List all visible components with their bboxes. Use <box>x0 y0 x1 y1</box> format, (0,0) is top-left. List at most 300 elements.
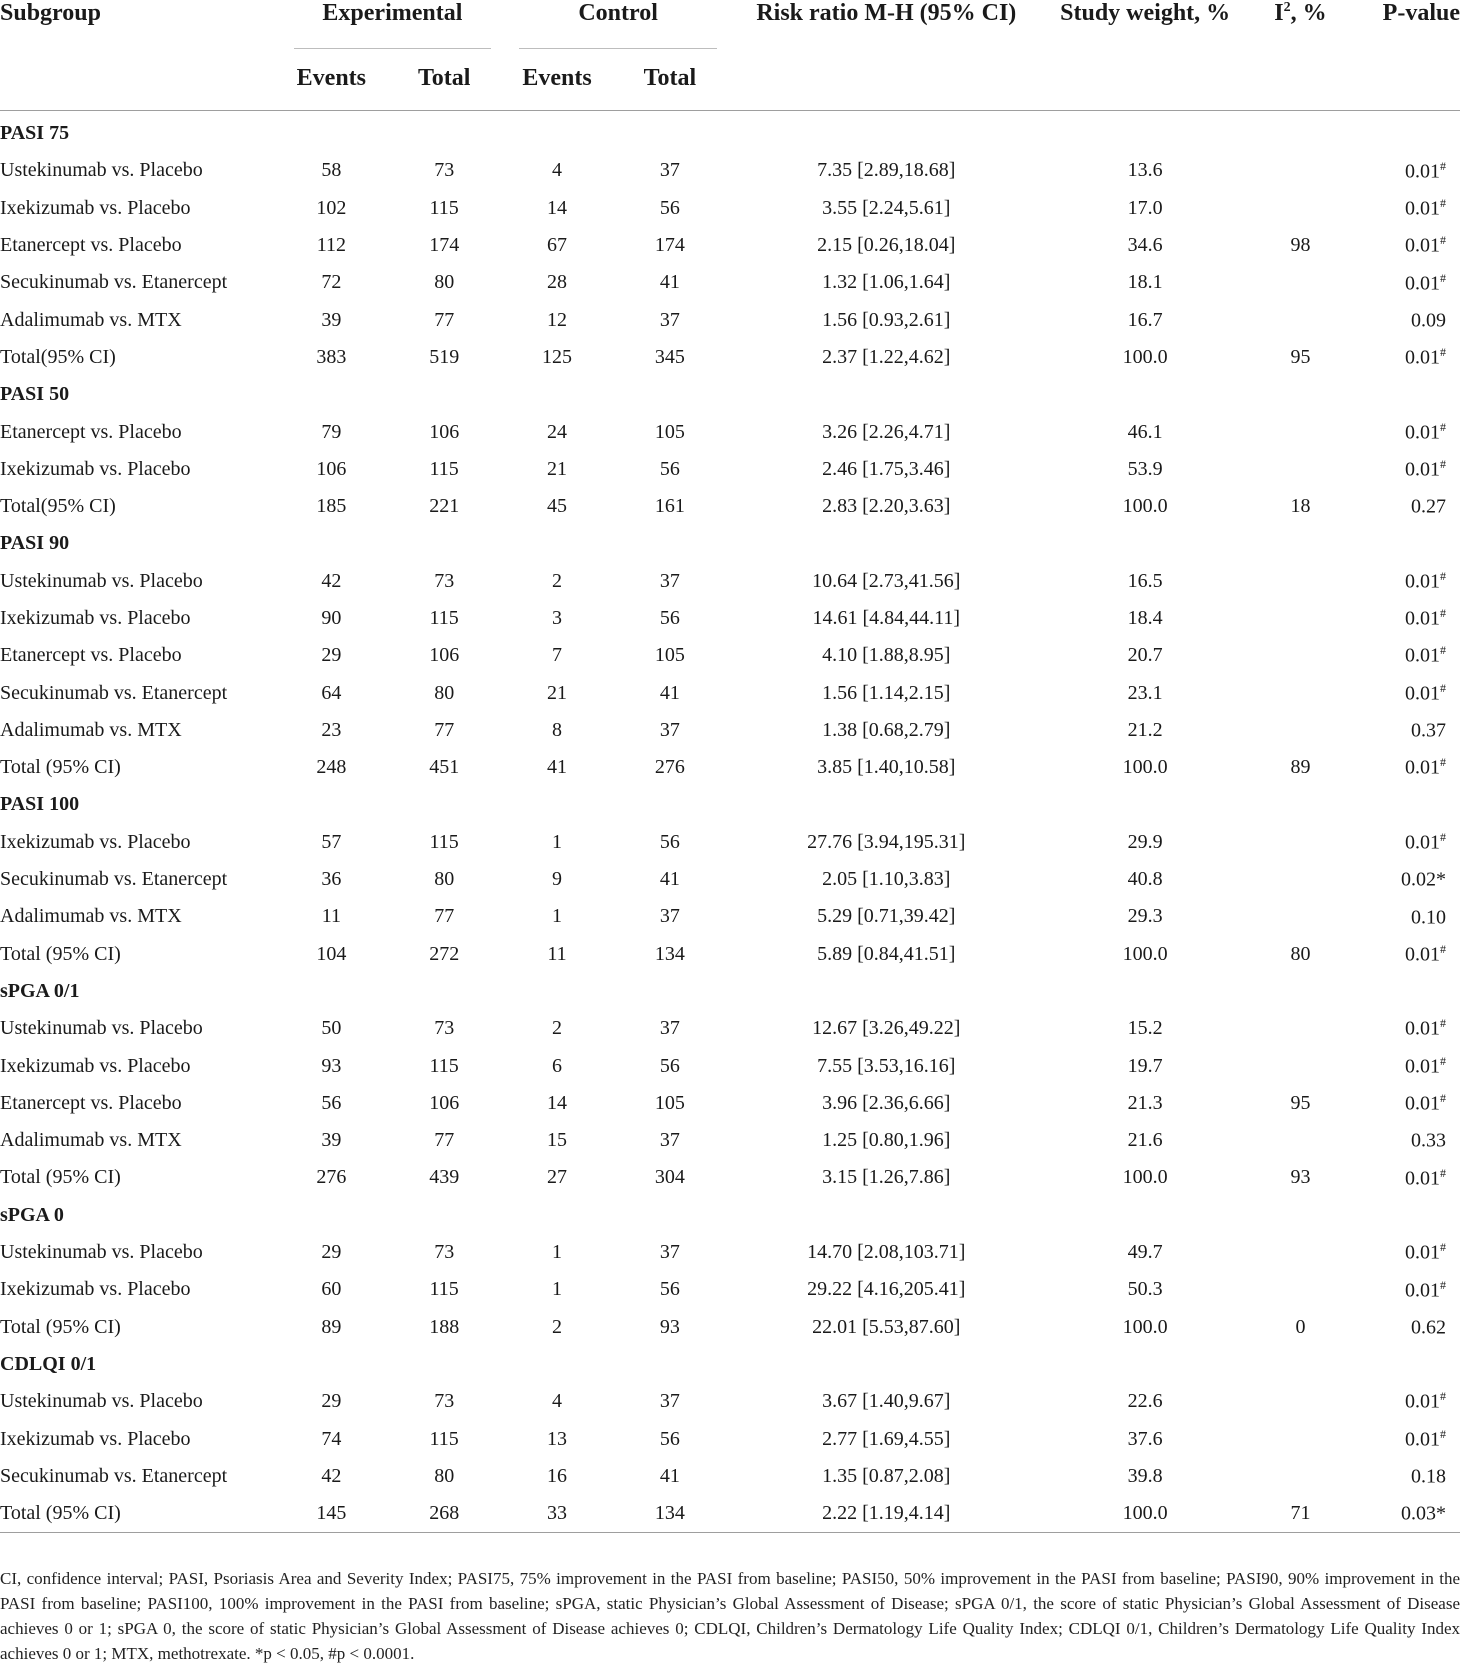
i2-cell <box>1249 1383 1353 1420</box>
exp-total-cell: 115 <box>429 1427 459 1450</box>
comparison-cell: Ixekizumab vs. Placebo <box>0 1427 191 1450</box>
significance-marker: # <box>1440 643 1446 658</box>
exp-total-cell: 106 <box>429 1091 460 1114</box>
exp-total-cell: 115 <box>429 607 459 629</box>
i2-cell: 71 <box>1290 1502 1311 1525</box>
i2-cell: 89 <box>1290 756 1311 779</box>
header-subgroup: Subgroup <box>0 0 101 26</box>
risk-ratio-cell: 2.05 [1.10,3.83] <box>822 868 951 891</box>
ctl-events-cell: 1 <box>552 1278 563 1301</box>
header-ctl-events: Events <box>522 64 592 91</box>
comparison-cell: Etanercept vs. Placebo <box>0 644 182 667</box>
table-row <box>0 1420 1460 1457</box>
ctl-total-cell: 161 <box>654 495 685 518</box>
header-row-1 <box>0 0 1460 38</box>
comparison-cell: Total (95% CI) <box>0 942 121 965</box>
pvalue-cell: 0.03* <box>1401 1502 1446 1525</box>
comparison-cell: Ixekizumab vs. Placebo <box>0 1054 191 1077</box>
ctl-total-cell: 41 <box>659 868 680 891</box>
ctl-events-cell: 4 <box>552 1390 563 1413</box>
table-row <box>0 674 1460 711</box>
exp-total-cell: 272 <box>429 942 460 965</box>
exp-total-cell: 73 <box>434 569 455 592</box>
i2-cell: 93 <box>1290 1166 1311 1189</box>
comparison-cell: Ustekinumab vs. Placebo <box>0 1017 203 1040</box>
study-weight-cell: 39.8 <box>1127 1464 1163 1487</box>
study-weight-cell: 20.7 <box>1127 644 1163 667</box>
study-weight-cell: 100.0 <box>1122 1166 1168 1189</box>
study-weight-cell: 22.6 <box>1127 1390 1163 1413</box>
subgroup-title-row <box>0 115 1460 152</box>
pvalue-cell: 0.01# <box>1405 1240 1446 1264</box>
study-weight-cell: 100.0 <box>1122 345 1168 368</box>
comparison-cell: Secukinumab vs. Etanercept <box>0 1464 228 1487</box>
header-exp-events: Events <box>296 64 366 91</box>
experimental-underline <box>294 48 492 49</box>
ctl-total-cell: 37 <box>659 1241 680 1264</box>
risk-ratio-cell: 1.56 [1.14,2.15] <box>822 681 951 704</box>
exp-total-cell: 77 <box>434 1129 455 1152</box>
header-row-2 <box>0 58 1460 98</box>
significance-marker: # <box>1440 1053 1446 1068</box>
ctl-events-cell: 4 <box>552 159 563 182</box>
comparison-cell: Ixekizumab vs. Placebo <box>0 196 191 219</box>
study-weight-cell: 18.1 <box>1127 271 1163 294</box>
exp-events-cell: 104 <box>316 942 347 965</box>
risk-ratio-cell: 2.46 [1.75,3.46] <box>822 457 951 480</box>
ctl-total-cell: 56 <box>659 196 680 219</box>
ctl-total-cell: 56 <box>659 830 680 853</box>
header-i2: $I^2$, % <box>1274 0 1327 26</box>
significance-marker: # <box>1440 941 1446 956</box>
significance-marker: # <box>1440 1426 1446 1441</box>
subgroup-title-row <box>0 376 1460 413</box>
header-exp-total: Total <box>417 64 471 91</box>
ctl-events-cell: 2 <box>552 569 563 592</box>
pvalue-cell: 0.01# <box>1405 456 1446 481</box>
i2-cell: 80 <box>1290 942 1311 965</box>
comparison-cell: Adalimumab vs. MTX <box>0 905 182 928</box>
exp-events-cell: 106 <box>316 457 347 480</box>
table-row <box>0 712 1460 749</box>
pvalue-cell: 0.01# <box>1405 941 1446 966</box>
ctl-events-cell: 24 <box>547 420 568 443</box>
significance-marker: # <box>1440 829 1446 844</box>
exp-events-cell: 145 <box>316 1502 347 1525</box>
risk-ratio-cell: 3.96 [2.36,6.66] <box>822 1091 951 1114</box>
study-weight-cell: 16.7 <box>1127 308 1163 331</box>
ctl-events-cell: 67 <box>547 234 568 257</box>
pvalue-cell: 0.09 <box>1411 309 1446 332</box>
exp-events-cell: 50 <box>321 1017 342 1040</box>
pvalue-cell: 0.01# <box>1405 195 1446 220</box>
study-weight-cell: 16.5 <box>1127 569 1163 592</box>
i2-cell <box>1249 451 1353 488</box>
ctl-total-cell: 37 <box>659 1390 680 1413</box>
table-row <box>0 1047 1460 1084</box>
table-row <box>0 413 1460 450</box>
comparison-cell: Ixekizumab vs. Placebo <box>0 830 191 853</box>
i2-cell <box>1249 190 1353 227</box>
exp-total-cell: 80 <box>434 681 455 704</box>
exp-events-cell: 23 <box>321 718 342 741</box>
ctl-total-cell: 105 <box>654 420 685 443</box>
exp-events-cell: 79 <box>321 420 342 443</box>
risk-ratio-cell: 3.15 [1.26,7.86] <box>822 1166 951 1189</box>
table-body <box>0 115 1460 1537</box>
ctl-total-cell: 41 <box>659 1464 680 1487</box>
significance-marker: # <box>1440 195 1446 210</box>
comparison-cell: Total(95% CI) <box>0 495 116 518</box>
exp-events-cell: 39 <box>321 1129 342 1152</box>
ctl-total-cell: 37 <box>659 159 680 182</box>
ctl-events-cell: 7 <box>552 644 563 667</box>
exp-events-cell: 56 <box>321 1091 342 1114</box>
exp-total-cell: 73 <box>434 1390 455 1413</box>
ctl-events-cell: 14 <box>547 1091 568 1114</box>
study-weight-cell: 37.6 <box>1127 1427 1163 1450</box>
i2-cell <box>1249 600 1353 637</box>
pvalue-cell: 0.01# <box>1405 270 1446 295</box>
comparison-cell: Etanercept vs. Placebo <box>0 234 182 257</box>
risk-ratio-cell: 10.64 [2.73,41.56] <box>812 569 961 592</box>
ctl-events-cell: 27 <box>547 1166 568 1189</box>
significance-marker: # <box>1440 456 1446 471</box>
table-row <box>0 190 1460 227</box>
study-weight-cell: 21.2 <box>1127 718 1163 741</box>
significance-marker: # <box>1440 568 1446 583</box>
ctl-events-cell: 21 <box>547 681 568 704</box>
study-weight-cell: 17.0 <box>1127 196 1163 219</box>
exp-total-cell: 115 <box>429 457 459 480</box>
header-control: Control <box>578 0 658 26</box>
table-row <box>0 637 1460 674</box>
ctl-events-cell: 2 <box>552 1017 563 1040</box>
exp-events-cell: 29 <box>321 644 342 667</box>
significance-marker: # <box>1440 1240 1446 1255</box>
header-pvalue: P-value <box>1382 0 1460 26</box>
subgroup-title: CDLQI 0/1 <box>0 1352 97 1375</box>
i2-cell: 98 <box>1290 234 1311 257</box>
ctl-total-cell: 276 <box>654 756 685 779</box>
pvalue-cell: 0.01# <box>1405 829 1446 854</box>
exp-total-cell: 451 <box>429 756 460 779</box>
exp-total-cell: 115 <box>429 1054 459 1077</box>
exp-total-cell: 115 <box>429 830 459 853</box>
table-row <box>0 1495 1460 1533</box>
study-weight-cell: 40.8 <box>1127 868 1163 891</box>
table-row <box>0 1122 1460 1159</box>
exp-total-cell: 77 <box>434 308 455 331</box>
study-weight-cell: 29.3 <box>1127 905 1163 928</box>
significance-marker: # <box>1440 1165 1446 1180</box>
exp-total-cell: 106 <box>429 420 460 443</box>
risk-ratio-cell: 3.67 [1.40,9.67] <box>822 1390 951 1413</box>
study-weight-cell: 21.3 <box>1127 1091 1163 1114</box>
header-ctl-total: Total <box>643 64 697 91</box>
study-weight-cell: 100.0 <box>1122 495 1168 518</box>
study-weight-cell: 46.1 <box>1127 420 1163 443</box>
risk-ratio-cell: 14.70 [2.08,103.71] <box>807 1241 966 1264</box>
i2-cell <box>1249 712 1353 749</box>
pvalue-cell: 0.01# <box>1405 568 1446 593</box>
pvalue-cell: 0.18 <box>1411 1465 1446 1488</box>
significance-marker: # <box>1440 1389 1446 1404</box>
comparison-cell: Secukinumab vs. Etanercept <box>0 271 228 294</box>
significance-marker: # <box>1440 345 1446 360</box>
table-row <box>0 1309 1460 1346</box>
i2-cell <box>1249 563 1353 600</box>
subgroup-title: sPGA 0/1 <box>0 979 80 1002</box>
ctl-events-cell: 13 <box>547 1427 568 1450</box>
i2-cell: 18 <box>1290 495 1311 518</box>
study-weight-cell: 50.3 <box>1127 1278 1163 1301</box>
subgroup-title: PASI 75 <box>0 122 70 145</box>
risk-ratio-cell: 7.35 [2.89,18.68] <box>817 159 956 182</box>
table-row <box>0 1458 1460 1495</box>
significance-marker: # <box>1440 419 1446 434</box>
study-weight-cell: 100.0 <box>1122 756 1168 779</box>
pvalue-cell: 0.01# <box>1405 158 1446 183</box>
risk-ratio-cell: 3.26 [2.26,4.71] <box>822 420 951 443</box>
pvalue-cell: 0.33 <box>1411 1129 1446 1152</box>
exp-total-cell: 221 <box>429 495 460 518</box>
study-weight-cell: 100.0 <box>1122 1315 1168 1338</box>
exp-total-cell: 77 <box>434 718 455 741</box>
comparison-cell: Total (95% CI) <box>0 1315 121 1338</box>
table-row <box>0 1010 1460 1047</box>
exp-total-cell: 115 <box>429 1278 459 1301</box>
study-weight-cell: 15.2 <box>1127 1017 1163 1040</box>
exp-total-cell: 519 <box>429 345 460 368</box>
risk-ratio-cell: 22.01 [5.53,87.60] <box>812 1315 961 1338</box>
i2-cell <box>1249 824 1353 861</box>
ctl-total-cell: 56 <box>659 607 680 629</box>
ctl-total-cell: 41 <box>659 271 680 294</box>
comparison-cell: Total (95% CI) <box>0 756 121 779</box>
study-weight-cell: 21.6 <box>1127 1129 1163 1152</box>
ctl-total-cell: 41 <box>659 681 680 704</box>
study-weight-cell: 34.6 <box>1127 234 1163 257</box>
i2-cell <box>1249 861 1353 898</box>
pvalue-cell: 0.01# <box>1405 345 1446 369</box>
ctl-events-cell: 1 <box>552 830 563 853</box>
significance-marker: # <box>1440 1091 1446 1106</box>
exp-events-cell: 93 <box>321 1054 342 1077</box>
comparison-cell: Adalimumab vs. MTX <box>0 718 182 741</box>
exp-events-cell: 112 <box>316 234 346 257</box>
ctl-events-cell: 14 <box>547 196 568 219</box>
risk-ratio-cell: 2.15 [0.26,18.04] <box>817 234 956 257</box>
table-row <box>0 488 1460 525</box>
subgroup-title: PASI 100 <box>0 793 80 816</box>
pvalue-cell: 0.37 <box>1411 719 1446 742</box>
i2-cell: 95 <box>1290 345 1311 368</box>
ctl-total-cell: 345 <box>654 345 685 368</box>
table-row <box>0 563 1460 600</box>
subgroup-title-row <box>0 973 1460 1010</box>
ctl-events-cell: 11 <box>547 942 567 965</box>
ctl-total-cell: 37 <box>659 718 680 741</box>
comparison-cell: Ustekinumab vs. Placebo <box>0 1390 203 1413</box>
comparison-cell: Ixekizumab vs. Placebo <box>0 457 191 480</box>
ctl-total-cell: 56 <box>659 457 680 480</box>
study-weight-cell: 29.9 <box>1127 830 1163 853</box>
table-row <box>0 600 1460 637</box>
exp-total-cell: 73 <box>434 159 455 182</box>
table-row <box>0 861 1460 898</box>
exp-events-cell: 74 <box>321 1427 342 1450</box>
comparison-cell: Etanercept vs. Placebo <box>0 1091 182 1114</box>
comparison-cell: Etanercept vs. Placebo <box>0 420 182 443</box>
comparison-cell: Secukinumab vs. Etanercept <box>0 681 228 704</box>
exp-events-cell: 276 <box>316 1166 347 1189</box>
comparison-cell: Total (95% CI) <box>0 1502 121 1525</box>
i2-cell <box>1249 413 1353 450</box>
table-row <box>0 898 1460 935</box>
exp-total-cell: 73 <box>434 1017 455 1040</box>
i2-cell <box>1249 264 1353 301</box>
comparison-cell: Secukinumab vs. Etanercept <box>0 868 228 891</box>
subgroup-title-row <box>0 786 1460 823</box>
pvalue-cell: 0.01# <box>1405 419 1446 444</box>
risk-ratio-cell: 1.56 [0.93,2.61] <box>822 308 951 331</box>
risk-ratio-cell: 27.76 [3.94,195.31] <box>807 830 966 853</box>
table-row <box>0 1159 1460 1196</box>
control-underline <box>519 48 717 49</box>
ctl-total-cell: 304 <box>654 1166 685 1189</box>
i2-cell <box>1249 152 1353 189</box>
exp-events-cell: 29 <box>321 1390 342 1413</box>
significance-marker: # <box>1440 606 1446 621</box>
ctl-events-cell: 1 <box>552 905 563 928</box>
exp-events-cell: 64 <box>321 681 342 704</box>
ctl-events-cell: 15 <box>547 1129 568 1152</box>
subgroup-title-row <box>0 525 1460 562</box>
table-row <box>0 227 1460 264</box>
i2-cell <box>1249 1122 1353 1159</box>
comparison-cell: Total(95% CI) <box>0 345 116 368</box>
ctl-events-cell: 1 <box>552 1241 563 1264</box>
exp-events-cell: 90 <box>321 607 342 629</box>
exp-events-cell: 58 <box>321 159 342 182</box>
exp-total-cell: 80 <box>434 868 455 891</box>
pvalue-cell: 0.27 <box>1411 495 1446 518</box>
exp-total-cell: 174 <box>429 234 460 257</box>
header-study-weight: Study weight, % <box>1060 0 1231 26</box>
ctl-total-cell: 37 <box>659 1129 680 1152</box>
pvalue-cell: 0.01# <box>1405 1016 1446 1041</box>
comparison-cell: Ixekizumab vs. Placebo <box>0 607 191 629</box>
table-row <box>0 1085 1460 1122</box>
study-weight-cell: 100.0 <box>1122 1502 1168 1525</box>
pvalue-cell: 0.10 <box>1411 906 1446 929</box>
ctl-total-cell: 174 <box>654 234 685 257</box>
table-row <box>0 301 1460 338</box>
risk-ratio-cell: 7.55 [3.53,16.16] <box>817 1054 956 1077</box>
risk-ratio-cell: 2.22 [1.19,4.14] <box>822 1502 951 1525</box>
exp-total-cell: 188 <box>429 1315 460 1338</box>
table-row <box>0 152 1460 189</box>
table-row <box>0 339 1460 376</box>
risk-ratio-cell: 2.77 [1.69,4.55] <box>822 1427 951 1450</box>
table-row <box>0 824 1460 861</box>
risk-ratio-cell: 2.37 [1.22,4.62] <box>822 345 951 368</box>
risk-ratio-cell: 14.61 [4.84,44.11] <box>812 607 961 629</box>
i2-cell <box>1249 1271 1353 1308</box>
pvalue-cell: 0.01# <box>1405 755 1446 780</box>
study-weight-cell: 23.1 <box>1127 681 1163 704</box>
pvalue-cell: 0.01# <box>1405 606 1446 630</box>
comparison-cell: Ustekinumab vs. Placebo <box>0 569 203 592</box>
exp-events-cell: 72 <box>321 271 342 294</box>
pvalue-cell: 0.01# <box>1405 643 1446 668</box>
table-row <box>0 749 1460 786</box>
exp-events-cell: 185 <box>316 495 347 518</box>
study-weight-cell: 19.7 <box>1127 1054 1163 1077</box>
exp-total-cell: 80 <box>434 1464 455 1487</box>
risk-ratio-cell: 4.10 [1.88,8.95] <box>822 644 951 667</box>
ctl-total-cell: 37 <box>659 905 680 928</box>
table-row <box>0 1383 1460 1420</box>
comparison-cell: Ustekinumab vs. Placebo <box>0 159 203 182</box>
significance-marker: # <box>1440 233 1446 248</box>
exp-events-cell: 11 <box>321 905 341 928</box>
significance-marker: # <box>1440 755 1446 770</box>
exp-total-cell: 439 <box>429 1166 460 1189</box>
ctl-total-cell: 134 <box>654 942 685 965</box>
i2-cell <box>1249 898 1353 935</box>
ctl-events-cell: 45 <box>547 495 568 518</box>
i2-cell <box>1249 301 1353 338</box>
ctl-events-cell: 12 <box>547 308 568 331</box>
exp-total-cell: 80 <box>434 271 455 294</box>
exp-events-cell: 383 <box>316 345 347 368</box>
table-row <box>0 1234 1460 1271</box>
exp-events-cell: 29 <box>321 1241 342 1264</box>
i2-cell <box>1249 1047 1353 1084</box>
comparison-cell: Ustekinumab vs. Placebo <box>0 1241 203 1264</box>
risk-ratio-cell: 2.83 [2.20,3.63] <box>822 495 951 518</box>
ctl-events-cell: 41 <box>547 756 568 779</box>
exp-events-cell: 36 <box>321 868 342 891</box>
subgroup-title: PASI 90 <box>0 532 70 555</box>
ctl-total-cell: 37 <box>659 308 680 331</box>
exp-events-cell: 248 <box>316 756 347 779</box>
ctl-total-cell: 105 <box>654 644 685 667</box>
exp-events-cell: 42 <box>321 569 342 592</box>
risk-ratio-cell: 5.29 [0.71,39.42] <box>817 905 956 928</box>
ctl-total-cell: 56 <box>659 1427 680 1450</box>
exp-total-cell: 268 <box>429 1502 460 1525</box>
ctl-total-cell: 37 <box>659 569 680 592</box>
exp-events-cell: 42 <box>321 1464 342 1487</box>
exp-events-cell: 102 <box>316 196 347 219</box>
risk-ratio-cell: 1.38 [0.68,2.79] <box>822 718 951 741</box>
pvalue-cell: 0.01# <box>1405 1165 1446 1190</box>
ctl-events-cell: 21 <box>547 457 568 480</box>
risk-ratio-cell: 1.35 [0.87,2.08] <box>822 1464 951 1487</box>
table-row <box>0 451 1460 488</box>
subgroup-title: PASI 50 <box>0 383 70 406</box>
exp-total-cell: 106 <box>429 644 460 667</box>
pvalue-cell: 0.01# <box>1405 1053 1446 1078</box>
i2-cell <box>1249 637 1353 674</box>
table-row <box>0 264 1460 301</box>
significance-marker: # <box>1440 680 1446 695</box>
comparison-cell: Adalimumab vs. MTX <box>0 1129 182 1152</box>
header-risk-ratio: Risk ratio M-H (95% CI) <box>756 0 1017 26</box>
